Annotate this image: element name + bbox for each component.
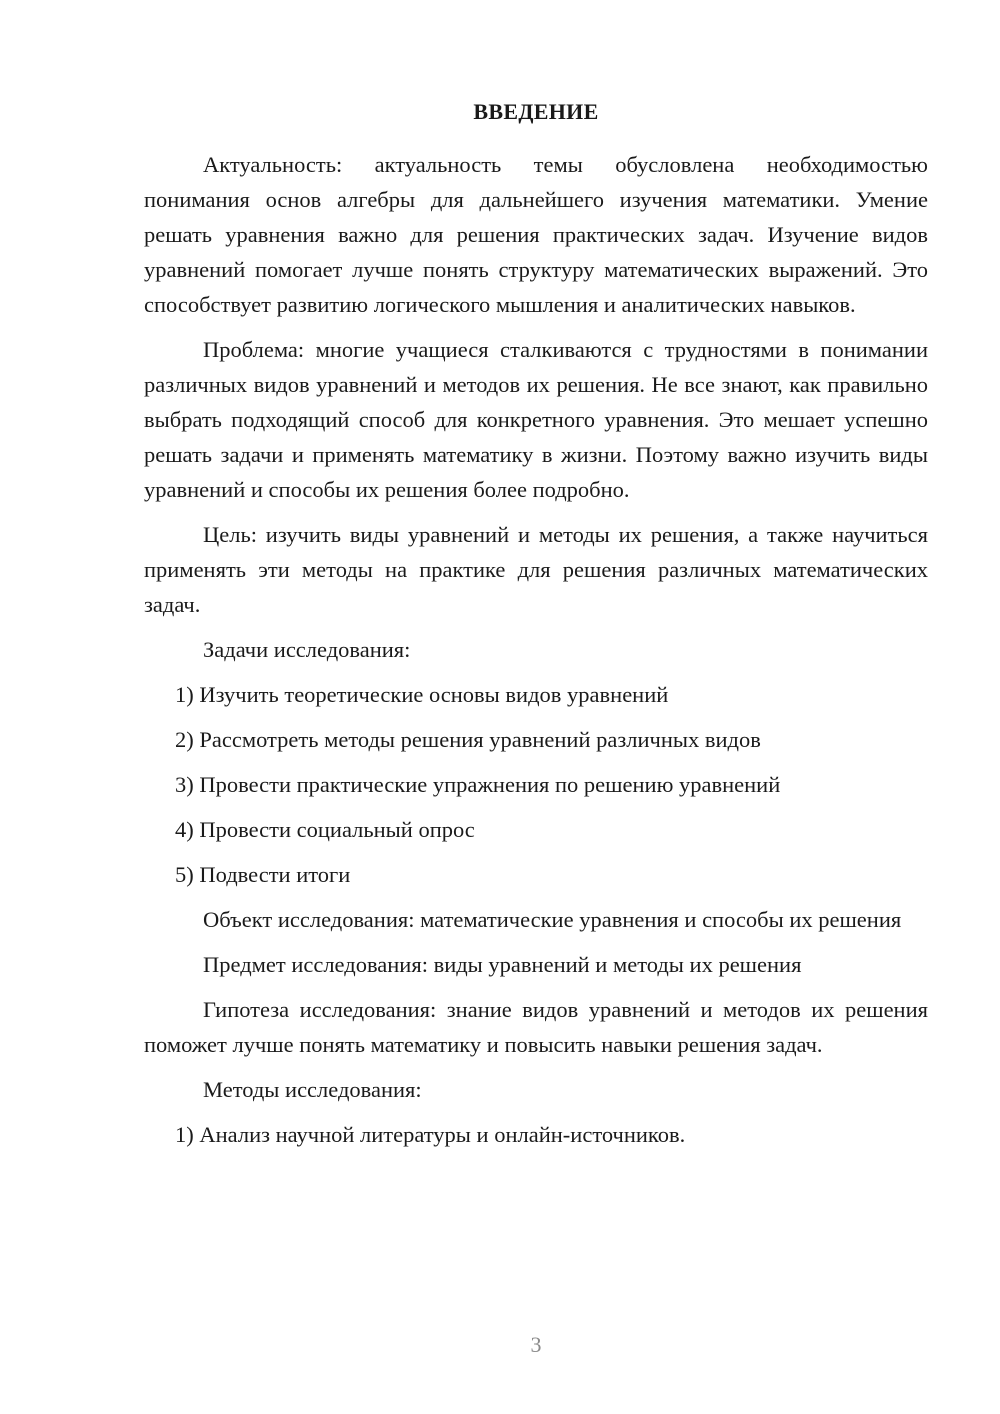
method-item: 1) Анализ научной литературы и онлайн-источников. [175,1122,686,1147]
goal-paragraph: Цель: изучить виды уравнений и методы их решения, а также научиться применять эти методы на практике для решения различных математических задач. [144,522,928,617]
task-item: 2) Рассмотреть методы решения уравнений различных видов [175,727,761,752]
task-item: 1) Изучить теоретические основы видов уравнений [175,682,669,707]
methods-label: Методы исследования: [203,1077,422,1102]
hypothesis-paragraph: Гипотеза исследования: знание видов уравнений и методов их решения поможет лучше понять математику и повысить навыки решения задач. [144,997,928,1057]
problem-paragraph: Проблема: многие учащиеся сталкиваются с трудностями в понимании различных видов уравнений и методов их решения. Не все знают, как правильно выбрать подходящий способ для конкретного уравнения. Это мешает успешно решать задачи и применять математику в жизни. Поэтому важно изучить виды уравнений и способы их решения более подробно. [144,337,928,502]
section-title: ВВЕДЕНИЕ [473,99,599,124]
tasks-list [144,677,928,892]
relevance-paragraph: Актуальность: актуальность темы обусловлена необходимостью понимания основ алгебры для дальнейшего изучения математики. Умение решать уравнения важно для решения практических задач. Изучение видов уравнений помогает лучше понять структуру математических выражений. Это способствует развитию логического мышления и аналитических навыков. [144,152,928,317]
subject-paragraph: Предмет исследования: виды уравнений и методы их решения [203,952,802,977]
object-paragraph: Объект исследования: математические уравнения и способы их решения [203,907,902,932]
methods-list [144,1117,928,1152]
page-number: 3 [530,1332,542,1357]
task-item: 4) Провести социальный опрос [175,817,475,842]
tasks-label: Задачи исследования: [203,637,411,662]
page-content [144,94,928,1162]
task-item: 3) Провести практические упражнения по решению уравнений [175,772,781,797]
task-item: 5) Подвести итоги [175,862,351,887]
